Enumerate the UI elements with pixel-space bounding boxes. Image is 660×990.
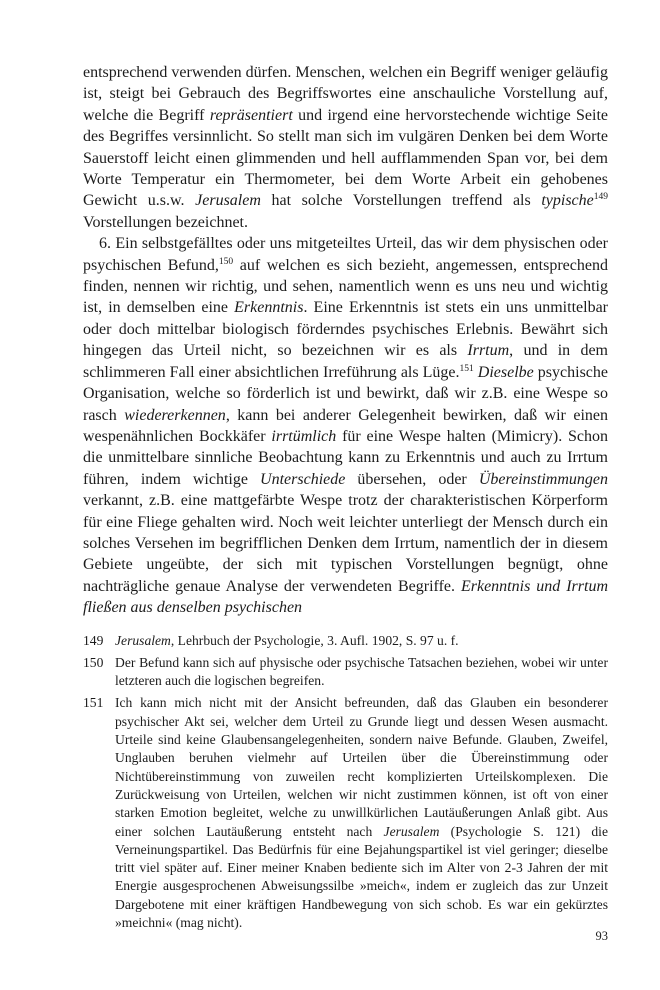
text-run: psychische Organisation, welche so förderlich ist und bewirkt, daß wir z.B. eine Wespe so rasch bbox=[83, 363, 608, 424]
page-number: 93 bbox=[595, 929, 608, 943]
page-content bbox=[83, 62, 608, 936]
emphasis: repräsentiert bbox=[209, 106, 293, 124]
text-run: . Eine Erkenntnis ist stets ein uns unmittelbar oder doch mittelbar biologisch förderndes psychisches Erlebnis. Bewährt sich hingegen das Urteil nicht, so bezeichnen wir es als bbox=[83, 299, 608, 360]
footnote-text: Der Befund kann sich auf physische oder psychische Tatsachen beziehen, wobei wir unter letzteren auch die logischen begreifen. bbox=[115, 654, 608, 689]
footnote-ref: 149 bbox=[593, 192, 608, 203]
emphasis: wiedererkennen bbox=[124, 406, 226, 424]
emphasis: Erkenntnis bbox=[234, 299, 304, 317]
text-run: für eine Wespe halten (Mimicry). Schon die unmittelbare sinnliche Beobachtung kann zu Erkenntnis und auch zu Irrtum führen, indem wichtige bbox=[83, 427, 608, 488]
text-run: 6. Ein selbstgefälltes oder uns mitgeteiltes Urteil, das wir dem physischen oder psychischen Befund, bbox=[83, 235, 608, 274]
emphasis: Jerusalem bbox=[383, 823, 440, 839]
emphasis: Erkenntnis und Irrtum fließen aus denselben psychischen bbox=[83, 577, 608, 617]
footnote-text bbox=[115, 632, 608, 650]
footnote-ref: 151 bbox=[459, 363, 474, 374]
paragraph-1 bbox=[83, 62, 608, 233]
emphasis: Jerusalem bbox=[115, 632, 171, 648]
emphasis: Irrtum bbox=[467, 342, 510, 360]
footnote-text bbox=[115, 694, 608, 932]
text-run: und irgend eine hervorstechende wichtige Seite des Begriffes versinnlicht. So stellt man sich im vulgären Denken bei dem Worte Sauerstoff leicht einen glimmenden und hell aufflammenden Span vor, bei dem Worte Temperatur ein Thermometer, bei dem Worte Arbeit ein gehobenes Gewicht u.s.w. bbox=[83, 106, 609, 210]
text-run: verkannt, z.B. eine mattgefärbte Wespe trotz der charakteristischen Körperform für eine Fliege gehalten wird. Noch weit leichter unterliegt der Mensch durch ein solches Versehen im begrifflichen Denken dem Irrtum, namentlich der in diesem Gebiete ungeübte, der sich mit typischen Vorstellungen begnügt, ohne nachträgliche genaue Analyse der verwendeten Begriffe. bbox=[83, 492, 608, 595]
text-run: Vorstellungen bezeichnet. bbox=[83, 213, 248, 231]
text-run: übersehen, oder bbox=[345, 470, 479, 488]
footnote-number: 150 bbox=[83, 654, 104, 670]
emphasis: Jerusalem bbox=[195, 192, 261, 210]
text-run: (Psychologie S. 121) die Verneinungspartikel. Das Bedürfnis für eine Bejahungspartikel ist viel geringer; dieselbe tritt viel später auf. Einer meiner Knaben bediente sich im Alter von 2-3 Jahren der mit Energie ausgesprochenen Abweisungssilbe »meich«, indem er zugleich das zur Unzeit Dargebotene mit einer kräftigen Handbewegung von sich schob. Es war ein gekürztes »meichni« (mag nicht). bbox=[115, 823, 608, 931]
paragraph-2 bbox=[83, 233, 608, 618]
text-run: auf welchen es sich bezieht, angemessen, entsprechend finden, nennen wir richtig, und sehen, namentlich wenn es uns neu und wichtig ist, in demselben eine bbox=[83, 256, 608, 317]
text-run: Ich kann mich nicht mit der Ansicht befreunden, daß das Glauben ein besonderer psychischer Akt sei, welcher dem Urteil zu Grunde liegt und dessen Wesen ausmacht. Urteile sind keine Glaubensangelegenheiten, sondern naive Befunde. Glauben, Zweifel, Unglauben beruhen vielmehr auf Urteilen über die Übereinstimmung oder Nichtübereinstimmung von zuweilen recht komplizierten Urteilskomplexen. Die Zurückweisung von Urteilen, welchen wir nicht zustimmen können, ist oft von einer starken Emotion begleitet, welche zu unwillkürlichen Lautäußerungen Anlaß gibt. Aus einer solchen Lautäußerung entsteht nach bbox=[115, 695, 608, 839]
text-run: , und in dem schlimmeren Fall einer absichtlichen Irreführung als Lüge. bbox=[83, 342, 608, 381]
emphasis: Übereinstimmungen bbox=[478, 470, 608, 488]
emphasis: Dieselbe bbox=[477, 363, 534, 381]
text-run: hat solche Vorstellungen treffend als bbox=[260, 192, 542, 210]
footnote-151 bbox=[83, 694, 608, 932]
text-run: , Lehrbuch der Psychologie, 3. Aufl. 1902, S. 97 u. f. bbox=[170, 632, 459, 648]
footnote-number: 149 bbox=[83, 632, 104, 648]
text-run: entsprechend verwenden dürfen. Menschen, welchen ein Begriff weniger geläufig ist, steigt bei Gebrauch des Begriffswortes eine anschauliche Vorstellung auf, welche die Begriff bbox=[83, 64, 608, 124]
footnote-ref: 150 bbox=[218, 256, 234, 267]
emphasis: typische bbox=[541, 192, 594, 210]
footnote-149 bbox=[83, 632, 608, 650]
footnote-number: 151 bbox=[83, 695, 104, 711]
main-text bbox=[83, 62, 608, 619]
text-run: , kann bei anderer Gelegenheit bewirken, daß wir einen wespenähnlichen Bockkäfer bbox=[83, 406, 608, 445]
footnotes bbox=[83, 632, 608, 933]
footnote-150 bbox=[83, 654, 608, 691]
emphasis: Unterschiede bbox=[260, 470, 346, 488]
emphasis: irrtümlich bbox=[271, 427, 337, 445]
